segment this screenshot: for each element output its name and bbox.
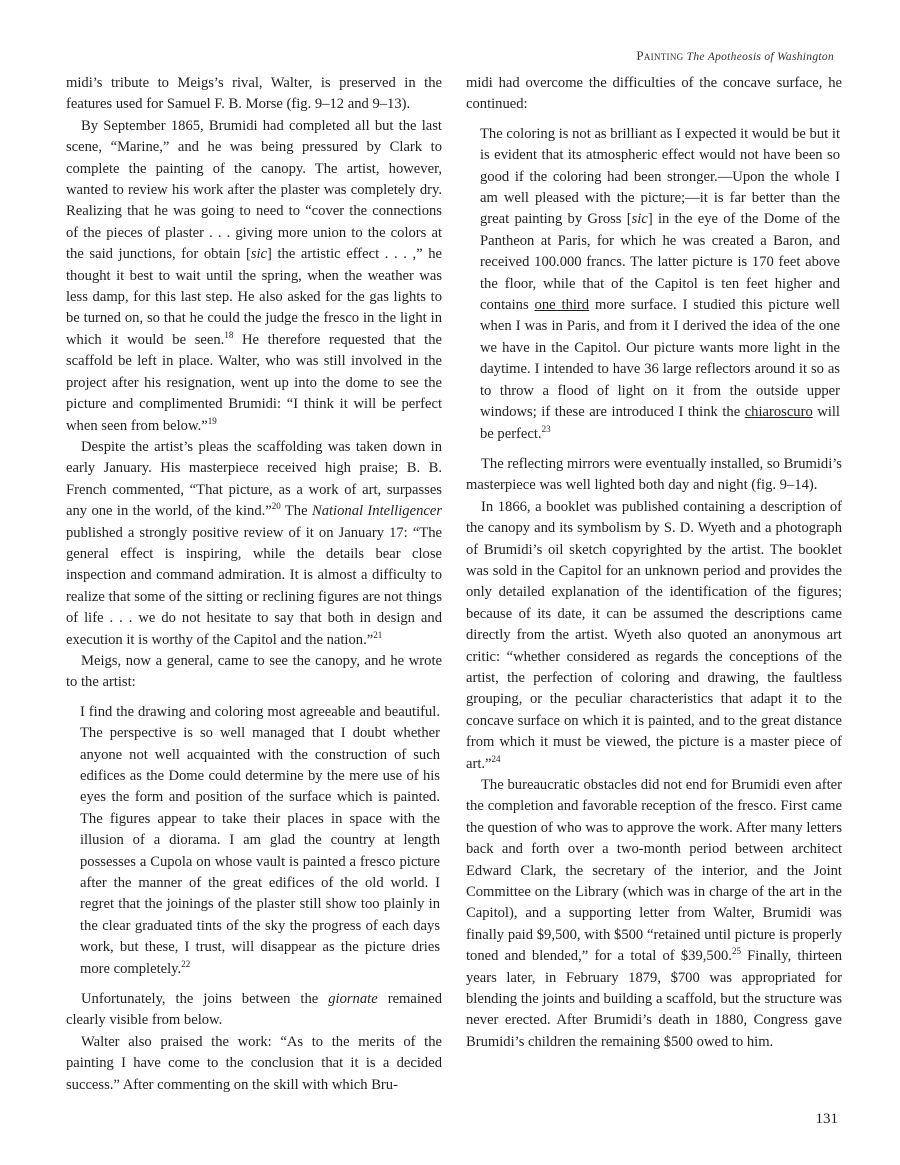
text-span: I find the drawing and coloring most agreeable and beautiful. The perspective is so well managed that I doubt whether anyone not well acquainted with the construction of such edifices as the Dome could determine by the mere use of his eyes the form and position of the surface which is painted. The figures appear to take their places in space with the illusion of a diorama. I am glad the country at length possesses a Cupola on whose vault is painted a fresco picture after the manner of the great edifices of the old world. I regret that the joinings of the plaster still show too plainly in the clear graduated tints of the sky the progress of each days work, but these, I trust, will disappear as the picture dries more completely. (80, 703, 440, 977)
paragraph (66, 1032, 442, 1096)
italic-sic: sic (250, 246, 268, 263)
text-span: remained clearly visible from below. (66, 991, 442, 1029)
text-span: The coloring is not as brilliant as I expected it would be but it is evident that its atmospheric effect would not have been so good if the coloring had been stronger.—Upon the whole I am well pleased with the picture;—it is far better than the great painting by Gross [ (480, 125, 840, 228)
paragraph (66, 651, 442, 694)
text-span: Finally, thirteen years later, in February 1879, $700 was appropriated for blending the joints and building a scaffold, but the structure was never erected. After Brumidi’s death in 1880, Congress gave Brumidi’s children the remaining $500 owed to him. (466, 948, 842, 1050)
footnote-ref[interactable]: 20 (271, 501, 281, 512)
footnote-ref[interactable]: 22 (181, 958, 191, 969)
running-head-title: The Apotheosis of Washington (686, 51, 834, 63)
paragraph (466, 73, 842, 116)
underlined-text: chiaroscuro (744, 404, 813, 421)
paragraph (66, 989, 442, 1032)
paragraph (66, 116, 442, 437)
text-span: Unfortunately, the joins between the (81, 991, 329, 1008)
block-quote (480, 124, 842, 445)
italic-term: giornate (328, 991, 378, 1008)
italic-sic: sic (631, 211, 648, 228)
text-span: ] the artistic effect . . . ,” he thought it best to wait until the spring, when the weather was less damp, for this last step. He also asked for the gas lights to be turned on, so that he could the judge the fresco in the light in which it would be seen. (66, 246, 442, 348)
text-span: In 1866, a booklet was published containing a description of the canopy and its symbolism by S. D. Wyeth and a photograph of Brumidi’s oil sketch copyrighted by the artist. The booklet was sold in the Capitol for an unknown period and provides the only detailed explanation of the identification of the figures; because of its date, it can be assumed the descriptions came directly from the artist. Wyeth also quoted an anonymous art critic: “whether considered as regards the conceptions of the artist, the perfection of coloring and drawing, the faultless grouping, or the peculiar characteristics that adapt it to the concave surface on which it is painted, and to the great distance from which it must be viewed, the picture is a master piece of art.” (466, 498, 842, 772)
footnote-ref[interactable]: 23 (541, 423, 551, 434)
text-span: He therefore requested that the scaffold be left in place. Walter, who was still involved in the project after his resignation, went up into the dome to see the picture and complimented Brumidi: “I think it will be perfect when seen from below.” (66, 331, 442, 434)
paragraph (66, 73, 442, 116)
text-span: Despite the artist’s pleas the scaffolding was taken down in early January. His masterpiece received high praise; B. B. French commented, “That picture, as a work of art, surpasses any one in the world, of the kind.” (66, 438, 442, 520)
running-head-prefix: Painting (636, 48, 684, 63)
right-column (466, 73, 842, 1053)
text-span: The reflecting mirrors were eventually installed, so Brumidi’s masterpiece was well lighted both day and night (fig. 9–14). (466, 455, 842, 494)
underlined-text: one third (534, 297, 590, 314)
text-span: more surface. I studied this picture well when I was in Paris, and from it I derived the idea of the one we have in the Capitol. Our picture wants more light in the daytime. I intended to have 36 large reflectors around it so as to throw a flood of light on it from the outside upper windows; if these are introduced I think the (480, 297, 840, 421)
paragraph (466, 775, 842, 1053)
footnote-ref[interactable]: 21 (373, 629, 383, 640)
text-span: ] in the eye of the Dome of the Pantheon at Paris, for which he was created a Baron, and received 100.000 francs. The latter picture is 170 feet above the floor, while that of the Capitol is ten feet higher and contains (480, 211, 840, 314)
text-span: midi had overcome the difficulties of the concave surface, he continued: (466, 75, 842, 113)
text-span: Meigs, now a general, came to see the canopy, and he wrote to the artist: (66, 652, 442, 691)
footnote-ref[interactable]: 25 (731, 946, 741, 957)
text-span: The bureaucratic obstacles did not end for Brumidi even after the completion and favorable reception of the fresco. First came the question of who was to approve the work. After many letters back and forth over a two-month period between architect Edward Clark, the secretary of the interior, and the Joint Committee on the Library (which was in charge of the art in the Capitol), and a supporting letter from Walter, Brumidi was finally paid $9,500, with $500 “retained until picture is properly toned and blended,” for a total of $39,500. (466, 777, 842, 965)
paragraph (466, 454, 842, 497)
paragraph (66, 437, 442, 651)
text-span: will be perfect. (480, 404, 840, 442)
italic-publication-name: National Intelligencer (311, 503, 442, 520)
footnote-ref[interactable]: 18 (224, 330, 234, 341)
footnote-ref[interactable]: 24 (491, 753, 501, 764)
paragraph (466, 497, 842, 775)
block-quote (80, 702, 442, 980)
text-span: Walter also praised the work: “As to the merits of the painting I have come to the conclusion that it is a decided success.” After commenting on the skill with which Bru- (66, 1033, 442, 1093)
text-span: By September 1865, Brumidi had completed all but the last scene, “Marine,” and he was being pressured by Clark to complete the painting of the canopy. The artist, however, wanted to review his work after the plaster was completely dry. Realizing that he was going to need to “cover the connections of the pieces of plaster . . . giving more union to the colors at the said junctions, for obtain [ (66, 117, 442, 263)
text-span: The (280, 503, 312, 520)
left-column (66, 73, 442, 1096)
text-span: midi’s tribute to Meigs’s rival, Walter, is preserved in the features used for Samuel F. B. Morse (fig. 9–12 and 9–13). (66, 75, 442, 113)
running-head (636, 48, 834, 64)
page-number: 131 (815, 1111, 838, 1127)
text-span: published a strongly positive review of it on January 17: “The general effect is inspiring, while the details bear close inspection and command admiration. It is almost a difficulty to realize that some of the sitting or reclining figures are not things of life . . . we do not hesitate to say that both in design and execution it is worthy of the Capitol and the nation.” (66, 524, 442, 648)
footnote-ref[interactable]: 19 (207, 415, 217, 426)
